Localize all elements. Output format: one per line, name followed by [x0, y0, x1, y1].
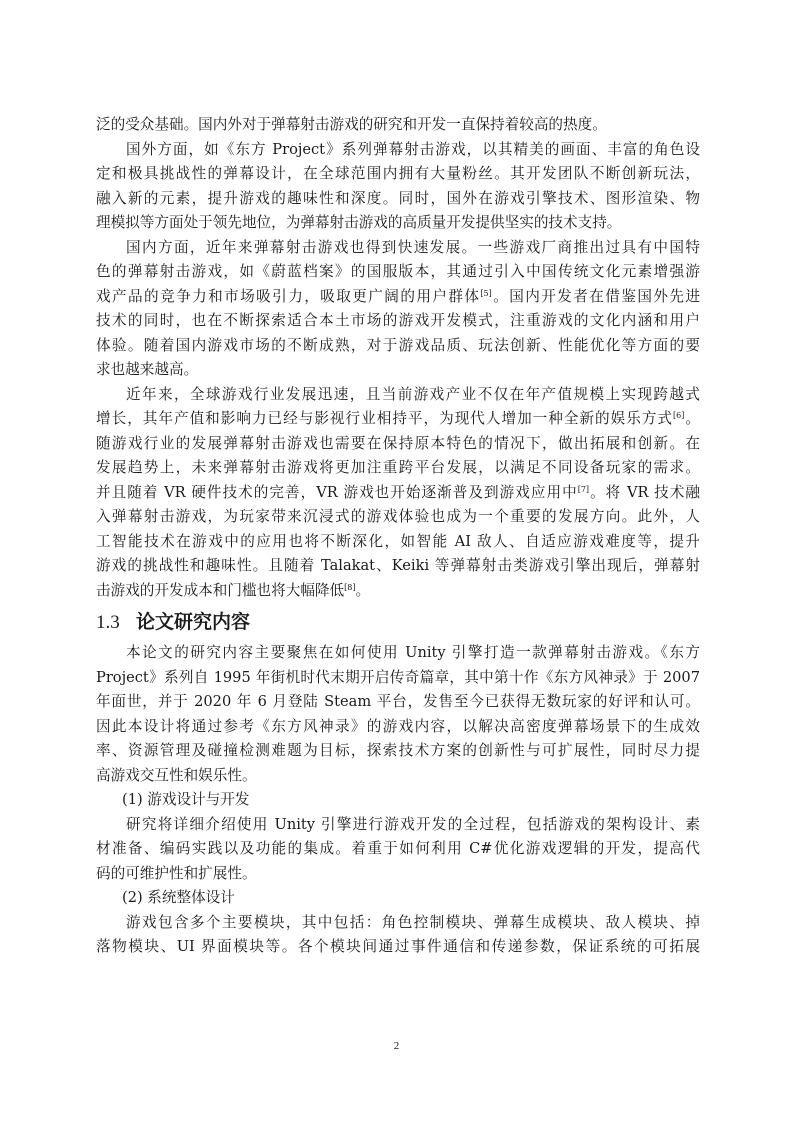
text-segment: 戏产品的竞争力和市场吸引力，吸取更广阔的用户群体	[96, 287, 481, 305]
citation-6[interactable]: [6]	[673, 411, 685, 420]
page-number: 2	[393, 1040, 400, 1052]
text-segment: 并且随着 VR 硬件技术的完善，VR 游戏也开始逐渐普及到游戏应用中	[96, 483, 578, 501]
text-segment: 。	[684, 410, 700, 427]
text-segment: 增长，其年产值和影响力已经与影视行业相持平，为现代人增加一种全新的娱乐方式	[96, 410, 674, 427]
text-line: 研究将详细介绍使用 Unity 引擎进行游戏开发的全过程，包括游戏的架构设计、素	[126, 815, 700, 833]
text-line: 国外方面，如《东方 Project》系列弹幕射击游戏，以其精美的画面、丰富的角色设	[126, 140, 700, 158]
text-line: 因此本设计将通过参考《东方风神录》的游戏内容，以解决高密度弹幕场景下的生成效	[96, 717, 700, 735]
text-line: 码的可维护性和扩展性。	[96, 864, 257, 882]
text-line: 游戏包含多个主要模块，其中包括：角色控制模块、弹幕生成模块、敌人模块、掉	[126, 913, 700, 931]
text-line: 材准备、编码实践以及功能的集成。着重于如何利用 C#优化游戏逻辑的开发，提高代	[96, 840, 700, 857]
text-line	[96, 481, 700, 506]
paragraph-foreign-development	[96, 138, 700, 236]
citation-8[interactable]: [8]	[344, 582, 356, 592]
text-line: 工智能技术在游戏中的应用也将不断深化，如智能 AI 敌人、自适应游戏难度等，提升	[96, 532, 700, 550]
paragraph-research-intro	[96, 641, 700, 788]
text-line: 高游戏交互性和娱乐性。	[96, 766, 257, 784]
section-heading	[96, 605, 700, 639]
text-segment: 。	[355, 581, 371, 599]
text-line: 技术的同时，也在不断探索适合本土市场的游戏开发模式，注重游戏的文化内涵和用户	[96, 312, 700, 329]
text-line: 融入新的元素，提升游戏的趣味性和深度。同时，国外在游戏引擎技术、图形渲染、物	[96, 189, 700, 207]
text-line: 国内方面，近年来弹幕射击游戏也得到快速发展。一些游戏厂商推出过具有中国特	[126, 238, 700, 256]
text-segment: 击游戏的开发成本和门槛也将大幅降低	[96, 581, 345, 599]
list-item-game-design	[96, 788, 700, 886]
body-text	[96, 113, 700, 960]
text-line: 求也越来越高。	[96, 361, 199, 378]
text-line: 近年来，全球游戏行业发展迅速，且当前游戏产业不仅在年产值规模上实现跨越式	[126, 385, 700, 403]
text-line: 入弹幕射击游戏，为玩家带来沉浸式的游戏体验也成为一个重要的发展方向。此外，人	[96, 508, 700, 525]
text-segment: 。将 VR 技术融	[589, 483, 700, 501]
text-line: 率、资源管理及碰撞检测难题为目标，探索技术方案的创新性与可扩展性，同时尽力提	[96, 742, 700, 759]
text-line: 落物模块、UI 界面模块等。各个模块间通过事件通信和传递参数，保证系统的可拓展	[96, 938, 700, 955]
text-line: 随游戏行业的发展弹幕射击游戏也需要在保持原本特色的情况下，做出拓展和创新。在	[96, 434, 700, 452]
citation-5[interactable]: [5]	[480, 288, 492, 298]
text-line: 游戏的挑战性和趣味性。且随着 Talakat、Keiki 等弹幕射击类游戏引擎出现后，弹幕射	[96, 557, 700, 574]
section-number: 1.3	[96, 612, 120, 633]
paragraph-industry-trends	[96, 383, 700, 604]
section-title: 论文研究内容	[136, 611, 251, 633]
list-item-system-design	[96, 886, 700, 960]
text-line: 泛的受众基础。国内外对于弹幕射击游戏的研究和开发一直保持着较高的热度。	[96, 116, 607, 133]
list-item-label: (1) 游戏设计与开发	[122, 791, 250, 808]
paragraph-domestic-development	[96, 236, 700, 383]
text-line: Project》系列自 1995 年街机时代末期开启传奇篇章，其中第十作《东方风神录》于 2007	[96, 668, 700, 686]
list-item-label: (2) 系统整体设计	[122, 889, 235, 906]
text-line	[96, 407, 700, 432]
text-line: 理模拟等方面处于领先地位，为弹幕射击游戏的高质量开发提供坚实的技术支持。	[96, 214, 622, 231]
text-line: 色的弹幕射击游戏，如《蔚蓝档案》的国服版本，其通过引入中国传统文化元素增强游	[96, 263, 700, 280]
text-line: 发展趋势上，未来弹幕射击游戏将更加注重跨平台发展，以满足不同设备玩家的需求。	[96, 459, 700, 476]
text-segment: 。国内开发者在借鉴国外先进	[491, 287, 700, 305]
text-line	[96, 285, 700, 310]
text-line: 本论文的研究内容主要聚焦在如何使用 Unity 引擎打造一款弹幕射击游戏。《东方	[126, 644, 700, 661]
text-line: 体验。随着国内游戏市场的不断成熟，对于游戏品质、玩法创新、性能优化等方面的要	[96, 336, 700, 354]
text-line: 年面世，并于 2020 年 6 月登陆 Steam 平台，发售至今已获得无数玩家的好评和认可。	[96, 693, 700, 710]
text-line: 定和极具挑战性的弹幕设计，在全球范围内拥有大量粉丝。其开发团队不断创新玩法，	[96, 165, 700, 182]
citation-7[interactable]: [7]	[577, 484, 590, 494]
text-line	[96, 579, 700, 604]
